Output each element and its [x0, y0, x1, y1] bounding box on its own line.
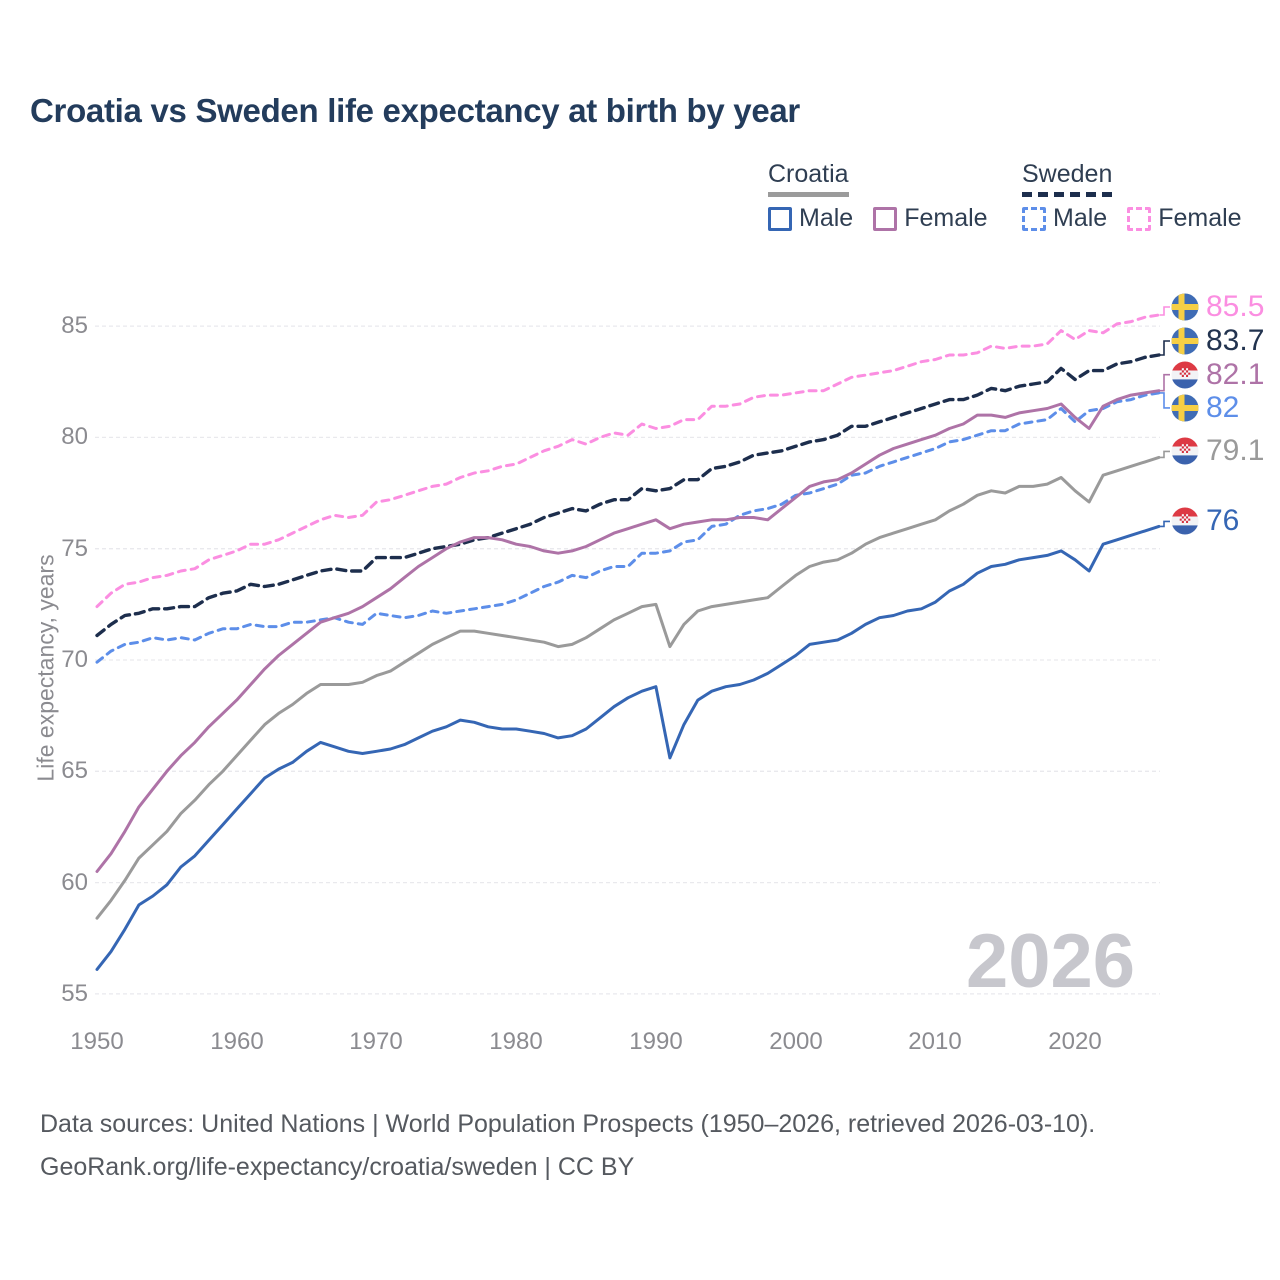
x-tick-2020: 2020: [1048, 1028, 1102, 1055]
end-label-connector-croatia_female: [1160, 375, 1171, 391]
end-label-sweden_total: [1171, 324, 1265, 357]
croatia-flag-icon: [1171, 507, 1199, 535]
end-label-croatia_total: [1171, 434, 1265, 467]
end-label-croatia_male: [1171, 504, 1240, 537]
x-tick-1950: 1950: [70, 1028, 124, 1055]
source-url[interactable]: GeoRank.org/life-expectancy/croatia/sweden | CC BY: [40, 1153, 635, 1181]
y-tick-80: 80: [61, 423, 88, 450]
legend-item-label: Male: [799, 204, 854, 232]
line-croatia_total: [97, 457, 1159, 918]
x-tick-2000: 2000: [769, 1028, 823, 1055]
end-label-value: 83.7: [1206, 324, 1265, 357]
watermark-year: 2026: [966, 919, 1136, 1004]
end-label-connector-sweden_female: [1160, 307, 1171, 315]
end-label-value: 76: [1206, 504, 1240, 537]
sweden-flag-icon: [1171, 394, 1199, 422]
line-sweden_female: [97, 315, 1159, 607]
end-label-connector-croatia_male: [1160, 521, 1171, 526]
legend-item-label: Female: [1158, 204, 1242, 232]
y-tick-65: 65: [61, 757, 88, 784]
croatia-flag-icon: [1171, 437, 1199, 465]
sweden-flag-icon: [1171, 327, 1199, 355]
end-label-value: 82: [1206, 391, 1240, 424]
legend-header-sweden: Sweden: [1022, 160, 1112, 197]
y-axis-title: Life expectancy, years: [32, 554, 59, 782]
croatia-flag-icon: [1171, 361, 1199, 389]
end-label-connector-croatia_total: [1160, 451, 1171, 457]
y-tick-55: 55: [61, 980, 88, 1007]
end-label-connector-sweden_total: [1160, 341, 1171, 355]
end-label-sweden_male: [1171, 391, 1240, 424]
end-label-value: 79.1: [1206, 434, 1265, 467]
footer: [40, 1103, 1095, 1189]
end-label-croatia_female: [1171, 358, 1265, 391]
x-tick-1960: 1960: [210, 1028, 264, 1055]
x-tick-1980: 1980: [489, 1028, 543, 1055]
legend-item-label: Male: [1053, 204, 1108, 232]
page-title: Croatia vs Sweden life expectancy at birth by year: [30, 92, 800, 129]
sweden-flag-icon: [1171, 293, 1199, 321]
line-croatia_male: [97, 526, 1159, 969]
end-label-sweden_female: [1171, 290, 1265, 323]
legend-header-croatia: Croatia: [768, 160, 849, 197]
line-croatia_female: [97, 391, 1159, 872]
x-tick-2010: 2010: [908, 1028, 962, 1055]
x-tick-1990: 1990: [629, 1028, 683, 1055]
y-tick-75: 75: [61, 535, 88, 562]
end-label-value: 85.5: [1206, 290, 1265, 323]
line-sweden_total: [97, 355, 1159, 636]
legend-item-label: Female: [904, 204, 988, 232]
y-tick-70: 70: [61, 646, 88, 673]
x-tick-1970: 1970: [349, 1028, 403, 1055]
end-label-value: 82.1: [1206, 358, 1265, 391]
y-tick-85: 85: [61, 312, 88, 339]
end-label-connector-sweden_male: [1160, 393, 1171, 408]
y-tick-60: 60: [61, 869, 88, 896]
data-source-note: Data sources: United Nations | World Population Prospects (1950–2026, retrieved 2026-03-10).: [40, 1110, 1096, 1138]
